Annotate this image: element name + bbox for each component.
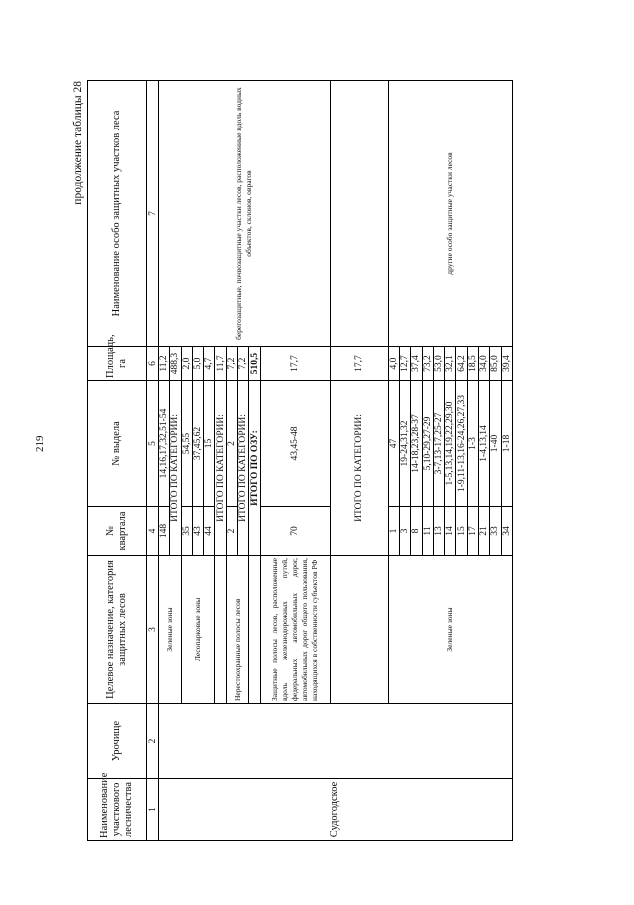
parcel-cell: 1-18 [501, 381, 512, 507]
table-row [159, 81, 170, 841]
parcel-cell: 19-24,31,32 [399, 381, 410, 507]
ozu-total-label: ИТОГО ПО ОЗУ: [249, 381, 260, 556]
area-cell: 64,2 [456, 347, 467, 381]
area-cell: 4,0 [388, 347, 399, 381]
ozu-total-area: 510,5 [249, 347, 260, 381]
parcel-cell: 14-18,23,28-37 [411, 381, 422, 507]
table-caption: продолжение таблицы 28 [72, 81, 84, 205]
area-cell: 37,4 [411, 347, 422, 381]
empty-cell [215, 556, 226, 704]
quarter-cell: 14 [445, 507, 456, 556]
quarter-cell: 8 [411, 507, 422, 556]
category-cell: Лесопарковые зоны [181, 556, 215, 704]
area-cell: 12,7 [399, 347, 410, 381]
forestry-name-cell: Судогодское [159, 779, 513, 841]
col-number: 2 [147, 704, 159, 779]
tract-cell [159, 704, 513, 779]
forest-table [87, 80, 513, 841]
category-cell: Защитные полосы лесов, расположенные вдоль железнодорожных путей, федеральных автомобильных дорог, автомобильных дорог общего пользования, находящихся в собственности субъектов РФ [260, 556, 330, 704]
parcel-cell: 1-40 [490, 381, 501, 507]
parcel-cell: 15 [204, 381, 215, 507]
header-tract: Урочище [88, 704, 147, 779]
category-cell: Нерестоохранные полосы лесов [226, 556, 249, 704]
quarter-cell: 148 [159, 507, 170, 556]
col-number: 7 [147, 81, 159, 347]
parcel-cell: 14,16,17,32,51-54 [159, 381, 170, 507]
col-number: 3 [147, 556, 159, 704]
quarter-cell: 44 [204, 507, 215, 556]
header-parcel: № выдела [88, 381, 147, 507]
parcel-cell: 1-4,13,14 [479, 381, 490, 507]
area-cell: 4,7 [204, 347, 215, 381]
quarter-cell: 15 [456, 507, 467, 556]
area-cell: 73,2 [422, 347, 433, 381]
quarter-cell: 17 [467, 507, 478, 556]
subtotal-label: ИТОГО ПО КАТЕГОРИИ: [215, 381, 226, 556]
quarter-cell: 34 [501, 507, 512, 556]
empty-cell [249, 556, 260, 704]
area-cell: 11,2 [159, 347, 170, 381]
header-quarter: № квартала [88, 507, 147, 556]
subtotal-label: ИТОГО ПО КАТЕГОРИИ: [170, 381, 181, 556]
special-zone-cell: берегозащитные, почвозащитные участки лесов, расположенные вдоль водных объектов, склонов, оврагов [159, 81, 331, 347]
quarter-cell: 35 [181, 507, 192, 556]
subtotal-label: ИТОГО ПО КАТЕГОРИИ: [330, 381, 388, 556]
special-zone-cell: другие особо защитные участки лесов [388, 81, 512, 347]
header-special-zone: Наименование особо защитных участков леса [88, 81, 147, 347]
quarter-cell: 3 [399, 507, 410, 556]
subtotal-label: ИТОГО ПО КАТЕГОРИИ: [238, 381, 249, 556]
quarter-cell: 33 [490, 507, 501, 556]
subtotal-area: 7,2 [238, 347, 249, 381]
area-cell: 32,1 [445, 347, 456, 381]
area-cell: 17,7 [260, 347, 330, 381]
quarter-cell: 11 [422, 507, 433, 556]
parcel-cell: 1-9,11-13,16-24,26,27,33 [456, 381, 467, 507]
area-cell: 85,0 [490, 347, 501, 381]
col-number: 6 [147, 347, 159, 381]
parcel-cell: 1-5,13,14,19,22,29,30 [445, 381, 456, 507]
area-cell: 2,0 [181, 347, 192, 381]
area-cell: 18,5 [467, 347, 478, 381]
empty-cell [330, 556, 388, 704]
parcel-cell: 1-3 [467, 381, 478, 507]
area-cell: 7,2 [226, 347, 237, 381]
category-cell: Зеленые зоны [159, 556, 182, 704]
quarter-cell: 13 [433, 507, 444, 556]
category-cell: Зеленые зоны [388, 556, 512, 704]
quarter-cell: 70 [260, 507, 330, 556]
header-area: Площадь, га [88, 347, 147, 381]
subtotal-area: 11,7 [215, 347, 226, 381]
parcel-cell: 5,10-29,27-29 [422, 381, 433, 507]
area-cell: 53,0 [433, 347, 444, 381]
area-cell: 39,4 [501, 347, 512, 381]
parcel-cell: 2 [226, 381, 237, 507]
quarter-cell: 2 [226, 507, 237, 556]
parcel-cell: 54,55 [181, 381, 192, 507]
area-cell: 34,0 [479, 347, 490, 381]
area-cell: 5,0 [192, 347, 203, 381]
header-purpose: Целевое назначение, категория защитных лесов [88, 556, 147, 704]
parcel-cell: 47 [388, 381, 399, 507]
quarter-cell: 1 [388, 507, 399, 556]
quarter-cell: 43 [192, 507, 203, 556]
parcel-cell: 3-7,13-17,25-27 [433, 381, 444, 507]
header-forestry: Наименование участкового лесничества [88, 779, 147, 841]
column-numbers-row [147, 81, 159, 841]
col-number: 5 [147, 381, 159, 507]
rotated-page [69, 81, 531, 841]
page-number: 219 [34, 435, 46, 452]
subtotal-area: 488,3 [170, 347, 181, 381]
col-number: 4 [147, 507, 159, 556]
quarter-cell: 21 [479, 507, 490, 556]
parcel-cell: 43,45-48 [260, 381, 330, 507]
header-row [88, 81, 147, 841]
parcel-cell: 37,45,62 [192, 381, 203, 507]
col-number: 1 [147, 779, 159, 841]
subtotal-area: 17,7 [330, 347, 388, 381]
